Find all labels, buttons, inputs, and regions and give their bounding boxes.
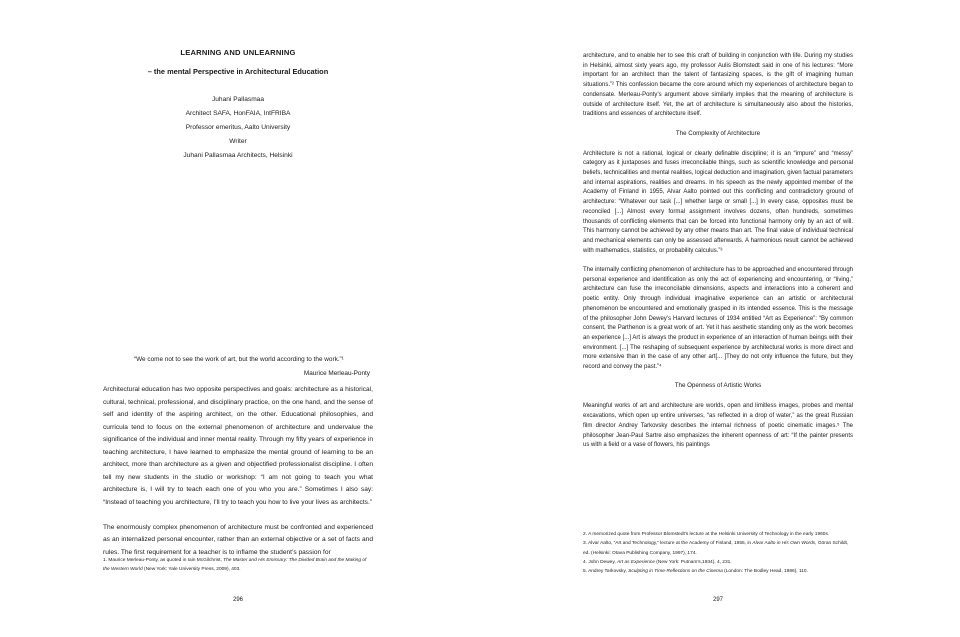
footnote-book-title: The Master and His Emissary: The Divided Brain and the Making of the Western World	[103, 558, 367, 573]
epigraph-attribution: Maurice Merleau-Ponty	[303, 370, 370, 377]
section-heading-openness: The Openness of Artistic Works	[674, 382, 762, 390]
author-credential: Professor emeritus, Aalto University	[185, 124, 291, 131]
left-page-body	[103, 384, 373, 572]
article-subtitle: – the mental Perspective in Architectural Education	[147, 67, 329, 76]
footnote	[103, 556, 373, 575]
epigraph	[103, 356, 373, 377]
article-header	[103, 48, 373, 163]
body-paragraph: Architectural education has two opposite perspectives and goals: architecture as a historical, cultural, technical, professional, and disciplinary practice, on the one hand, and the sense of self and identity of the aspiring architect, on the other. Educational philosophies, and curricula tend to focus on the external phenomenon of architecture and undervalue the significance of the individual and inner mental reality. Through my fifty years of experience in teaching architecture, I have learned to emphasize the mental ground of learning to be an architect, more than architecture as a given and objectified professionalist discipline. I often tell my new students in the studio or workshop: “I am not going to teach you what architecture is, I will try to teach each one of you who you are.” Sometimes I also say: “Instead of teaching you architecture, I’ll try to teach you how to live your lives as architects.”	[103, 386, 373, 506]
footnote-text: , Göran Schildt, ed. (Helsinki: Otava Publishing Company, 1997), 174.	[583, 541, 849, 556]
left-page	[103, 0, 373, 637]
footnote-book-title: Sculpting in Time-Reflections on the Cinema	[628, 569, 723, 575]
section-heading-complexity: The Complexity of Architecture	[675, 129, 761, 137]
footnote-text: 1. Maurice Merleau-Ponty, as quoted in Iain McGilchrist,	[103, 558, 224, 563]
footnote-text: (New York: Putnam’s,1934), 4, 231.	[654, 559, 732, 565]
author-credential: Architect SAFA, HonFAIA, IntFRIBA	[185, 110, 291, 117]
footnote-text: (London: The Bodley Head, 1986), 110.	[722, 569, 808, 575]
footnote-text: (New York: Yale University Press, 2009), 403.	[142, 567, 241, 573]
right-page	[583, 0, 853, 637]
body-paragraph: architecture, and to enable her to see this craft of building in conjunction with life. During my studies in Helsinki, almost sixty years ago, my professor Aulis Blomstedt said in one of his lectures: “More important for an architect than the talent of fantasizing spaces, is the gift of imagining human situations.”² This confession became the core around which my experiences of architecture began to condensate. Merleau-Ponty’s argument above similarly implies that the meaning of architecture is outside of architecture itself. Yet, the art of architecture is simultaneously also about the histories, traditions and essences of architecture itself.	[583, 53, 853, 118]
page-number-left: 296	[232, 597, 243, 603]
author-name: Juhani Pallasmaa	[211, 96, 265, 103]
footnote	[583, 567, 853, 576]
author-credential: Juhani Pallasmaa Architects, Helsinki	[183, 152, 293, 159]
footnote-text: 3. Alvar Aalto, “Art and Technology,” lecture at the Academy of Finland, 1955, in	[583, 541, 753, 547]
author-block	[103, 93, 373, 163]
footnote	[583, 539, 853, 558]
body-paragraph: Meaningful works of art and architecture are worlds, open and limitless images, probes and mental excavations, which open up entire universes, “as reflected in a drop of water,” as the great Russian film director Andrey Tarkovsky describes the internal richness of poetic cinematic images.⁵ The philosopher Jean-Paul Sartre also emphasizes the inherent openness of art: “If the painter presents us with a field or a vase of flowers, his paintings	[583, 403, 853, 449]
author-credential: Writer	[229, 138, 247, 145]
body-paragraph: The internally conflicting phenomenon of architecture has to be approached and encountered through personal experience and identification as only the act of experiencing and encountering, or “living,” architecture can fuse the irreconcilable dimensions, aspects and interactions into a coherent and poetic entity. Only through individual imaginative experience can an artistic or architectural phenomenon be encountered and emotionally grasped in its intended essence. This is the message of the philosopher John Dewey’s Harvard lectures of 1934 entitled “Art as Experience”: “By common consent, the Parthenon is a great work of art. Yet it has aesthetic standing only as the work becomes an experience [...] Art is always the product in experience of an interaction of human beings with their environment. [...] The reshaping of subsequent experience by architectural works is more direct and more extensive than in the case of any other art[... ]They do not only influence the future, but they record and convey the past.”⁴	[583, 267, 853, 371]
right-page-body	[583, 52, 853, 461]
footnote	[583, 558, 853, 567]
article-title: LEARNING AND UNLEARNING	[180, 48, 296, 57]
left-page-footnotes	[103, 556, 373, 575]
footnote-book-title: Alvar Aalto in His Own Words	[752, 541, 816, 547]
page-number-right: 297	[712, 597, 723, 603]
body-paragraph: Architecture is not a rational, logical or clearly definable discipline; it is an “impure” and “messy” category as it juxtaposes and fuses irreconcilable things, such as scientific knowledge and personal beliefs, technicalities and mental realities, logical deduction and imagination, given factual parameters and internal aspirations, realities and dreams. In his speech as the newly appointed member of the Academy of Finland in 1955, Alvar Aalto pointed out this conflicting and contradictory ground of architecture: “Whatever our task [...] whether large or small [...] In every case, opposites must be reconciled [...] Almost every formal assignment involves dozens, often hundreds, sometimes thousands of conflicting elements that can be forced into functional harmony only by an act of will. This harmony cannot be achieved by any other means than art. The final value of individual technical and mechanical elements can only be assessed afterwards. A harmonious result cannot be achieved with mathematics, statistics, or probability calculus.”³	[583, 150, 853, 254]
footnote-text: 4. John Dewey,	[583, 559, 618, 565]
body-paragraph: The enormously complex phenomenon of architecture must be confronted and experienced as an internalized personal encounter, rather than an external objective or a set of facts and rules. The first requirement for a teacher is to inflame the student’s passion for	[103, 523, 373, 556]
epigraph-quote: “We come not to see the work of art, but the world according to the work.”¹	[134, 356, 344, 363]
footnote-text: 5. Andrey Tarkovsky,	[583, 569, 629, 575]
footnote-book-title: Art as Experience	[617, 559, 655, 565]
footnote	[583, 530, 853, 539]
right-page-footnotes	[583, 530, 853, 576]
footnote-text: 2. A memorized quote from Professor Blomstedt’s lecture at the Helsinki University of Technology in the early 1960s.	[583, 532, 830, 537]
